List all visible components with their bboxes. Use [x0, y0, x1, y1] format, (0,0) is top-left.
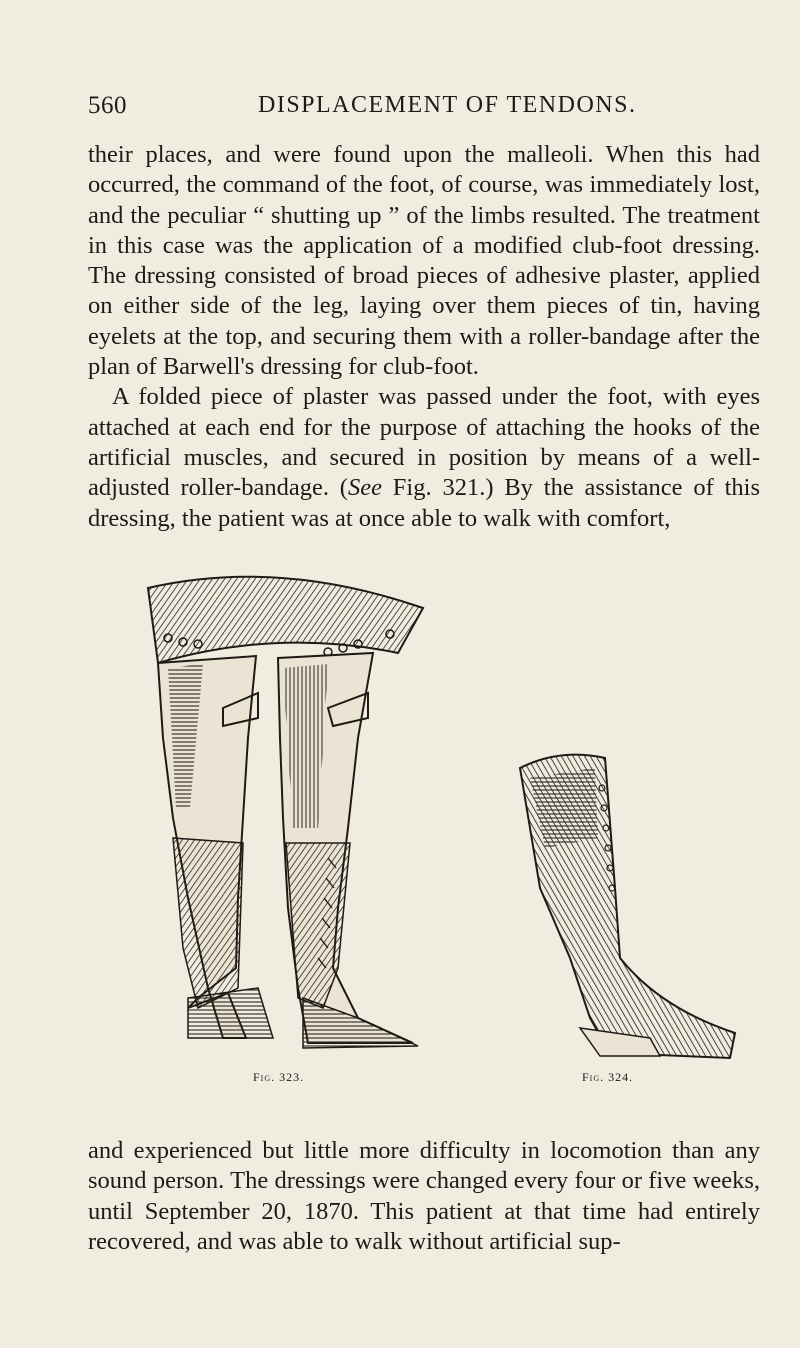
see-reference: See	[347, 474, 382, 502]
figure-323-illustration	[128, 568, 428, 1063]
figure-324-illustration	[510, 748, 740, 1063]
page-header	[88, 92, 760, 132]
body-text-top	[88, 140, 760, 534]
paragraph-3: and experienced but little more difficulty in locomotion than any sound person. The dressings were changed every four or five weeks, until September 20, 1870. This patient at that time had entirely recovered, and was able to walk without artificial sup-	[88, 1137, 760, 1255]
paragraph-2	[88, 382, 760, 533]
figure-323-caption: Fig. 323.	[253, 1070, 305, 1084]
page-number: 560	[88, 92, 127, 119]
running-head: DISPLACEMENT OF TENDONS.	[258, 92, 637, 118]
body-text-bottom	[88, 1136, 760, 1257]
paragraph-2-start: A folded piece of plaster was passed under the foot, with eyes attached at each end for the purpose of attaching the hooks of the artificial muscles, and secured in position by means of a well-adjusted roller-bandage. (	[88, 383, 760, 502]
paragraph-2-end: Fig. 321.) By the assistance of this dressing, the patient was at once able to walk with comfort,	[88, 474, 760, 532]
figure-324-caption: Fig. 324.	[582, 1070, 634, 1084]
paragraph-1: their places, and were found upon the malleoli. When this had occurred, the command of the foot, of course, was immediately lost, and the peculiar “ shutting up ” of the limbs resulted. The treatment in this case was the application of a modified club-foot dressing. The dressing consisted of broad pieces of adhesive plaster, applied on either side of the leg, laying over them pieces of tin, having eyelets at the top, and securing them with a roller-bandage after the plan of Barwell's dressing for club-foot.	[88, 141, 760, 381]
